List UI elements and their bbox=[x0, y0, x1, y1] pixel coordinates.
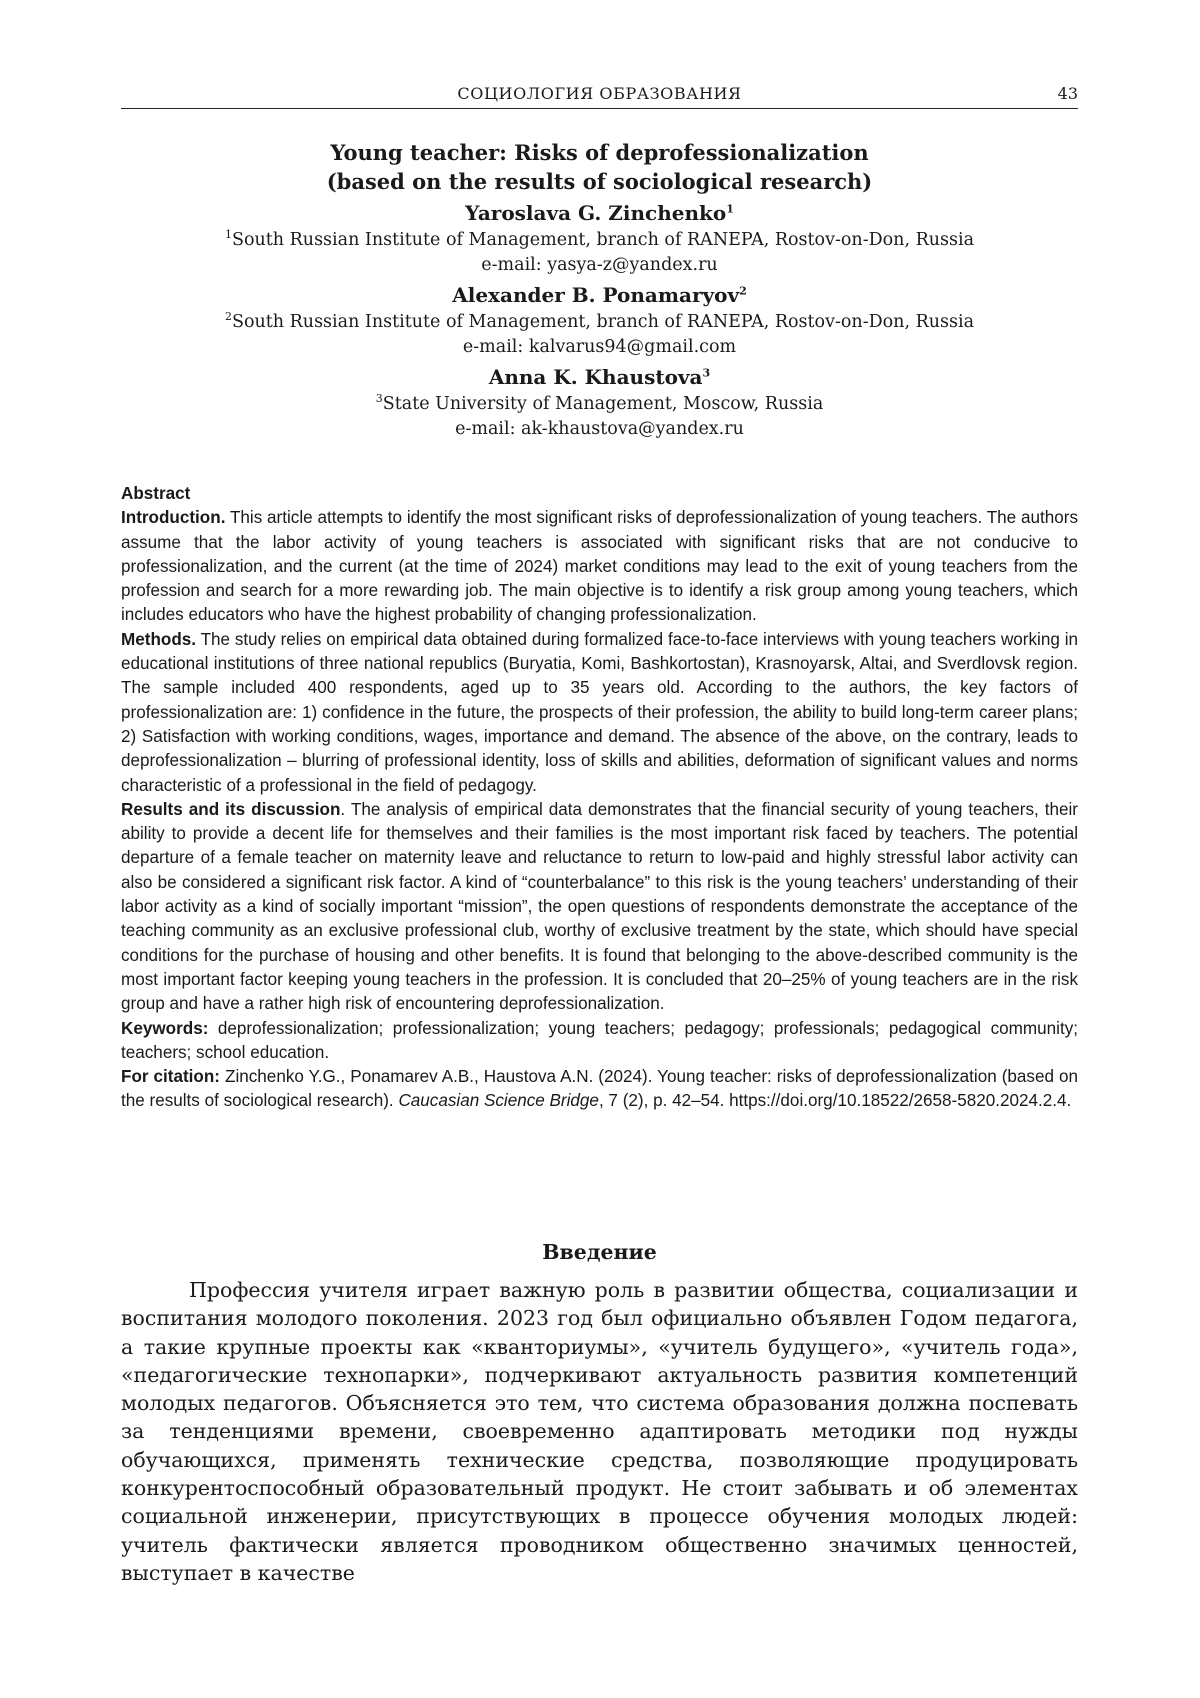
abstract-citation: For citation: Zinchenko Y.G., Ponamarev A.B., Haustova A.N. (2024). Young teacher: risks of deprofessionalization (based on the results of sociological research). Caucasian Science Bridge, 7 (2), p. 42–54. https://doi.org/10.18522/2658-5820.2024.2.4. bbox=[121, 1067, 1079, 1111]
introduction-section bbox=[121, 1238, 1078, 1587]
author-affiliation: $^2$South Russian Institute of Management, branch of RANEPA, Rostov-on-Don, Russia bbox=[224, 310, 975, 332]
abstract-keywords: Keywords: deprofessionalization; professionalization; young teachers; pedagogy; professionals; pedagogical community; teachers; school education. bbox=[121, 1018, 1078, 1062]
page-number: 43 bbox=[1057, 84, 1078, 103]
author-email: e-mail: yasya-z@yandex.ru bbox=[481, 255, 718, 275]
running-head bbox=[121, 84, 1078, 109]
abstract-heading: Abstract bbox=[121, 484, 191, 503]
author-email: e-mail: ak-khaustova@yandex.ru bbox=[455, 419, 744, 439]
paper-title-line-1: Young teacher: Risks of deprofessionalization bbox=[330, 140, 869, 165]
journal-section-title: СОЦИОЛОГИЯ ОБРАЗОВАНИЯ bbox=[457, 84, 742, 103]
author-name: Alexander B. Ponamaryov$^2$ bbox=[452, 283, 747, 307]
author-affiliation: $^1$South Russian Institute of Management, branch of RANEPA, Rostov-on-Don, Russia bbox=[224, 228, 975, 250]
section-heading: Введение bbox=[542, 1240, 657, 1264]
abstract-introduction: Introduction. This article attempts to identify the most significant risks of deprofessionalization of young teachers. The authors assume that the labor activity of young teachers is associated with significant risks that are not conducive to professionalization, and the current (at the time of 2024) market conditions may lead to the exit of young teachers from the profession and search for a more rewarding job. The main objective is to identify a risk group among young teachers, which includes educators who have the highest probability of changing professionalization. bbox=[121, 508, 1078, 625]
author-affiliation: $^3$State University of Management, Moscow, Russia bbox=[375, 392, 824, 414]
abstract bbox=[121, 482, 1078, 1114]
abstract-methods: Methods. The study relies on empirical data obtained during formalized face-to-face interviews with young teachers working in educational institutions of three national republics (Buryatia, Komi, Bashkortostan), Krasnoyarsk, Altai, and Sverdlovsk region. The sample included 400 respondents, aged up to 35 years old. According to the authors, the key factors of professionalization are: 1) confidence in the future, the prospects of their profession, the ability to build long-term career plans; 2) Satisfaction with working conditions, wages, importance and demand. The absence of the above, on the contrary, leads to deprofessionalization – blurring of professional identity, loss of skills and abilities, deformation of significant values and norms characteristic of a professional in the field of pedagogy. bbox=[121, 629, 1078, 795]
author-email: e-mail: kalvarus94@gmail.com bbox=[462, 337, 737, 357]
author-name: Yaroslava G. Zinchenko$^1$ bbox=[465, 201, 734, 225]
paper-title-line-2: (based on the results of sociological research) bbox=[326, 169, 873, 194]
author-name: Anna K. Khaustova$^3$ bbox=[488, 365, 711, 389]
body-paragraph: Профессия учителя играет важную роль в развитии общества, социализации и воспитания молодого поколения. 2023 год был официально объявлен Годом педагога, а такие крупные проекты как «кванториумы», «учитель будущего», «учитель года», «педагогические технопарки», подчеркивают актуальность развития компетенций молодых педагогов. Объясняется это тем, что система образования должна поспевать за тенденциями времени, своевременно адаптировать методики под нужды обучающихся, применять технические средства, позволяющие продуцировать конкурентоспособный образовательный продукт. Не стоит забывать и об элементах социальной инженерии, присутствующих в процессе обучения молодых людей: учитель фактически является проводником общественно значимых ценностей, выступает в качестве bbox=[121, 1278, 1078, 1585]
abstract-results: Results and its discussion. The analysis of empirical data demonstrates that the financial security of young teachers, their ability to provide a decent life for themselves and their families is the most important risk faced by teachers. The potential departure of a female teacher on maternity leave and reluctance to return to low-paid and highly stressful labor activity can also be considered a significant risk factor. A kind of “counterbalance” to this risk is the young teachers’ understanding of their labor activity as a kind of socially important “mission”, the open questions of respondents demonstrate the acceptance of the teaching community as an exclusive professional club, worthy of exclusive treatment by the state, which should have special conditions for the purchase of housing and other benefits. It is found that belonging to the above-described community is the most important factor keeping young teachers in the profession. It is concluded that 20–25% of young teachers are in the risk group and have a rather high risk of encountering deprofessionalization. bbox=[121, 799, 1079, 1014]
title-block bbox=[121, 138, 1078, 442]
